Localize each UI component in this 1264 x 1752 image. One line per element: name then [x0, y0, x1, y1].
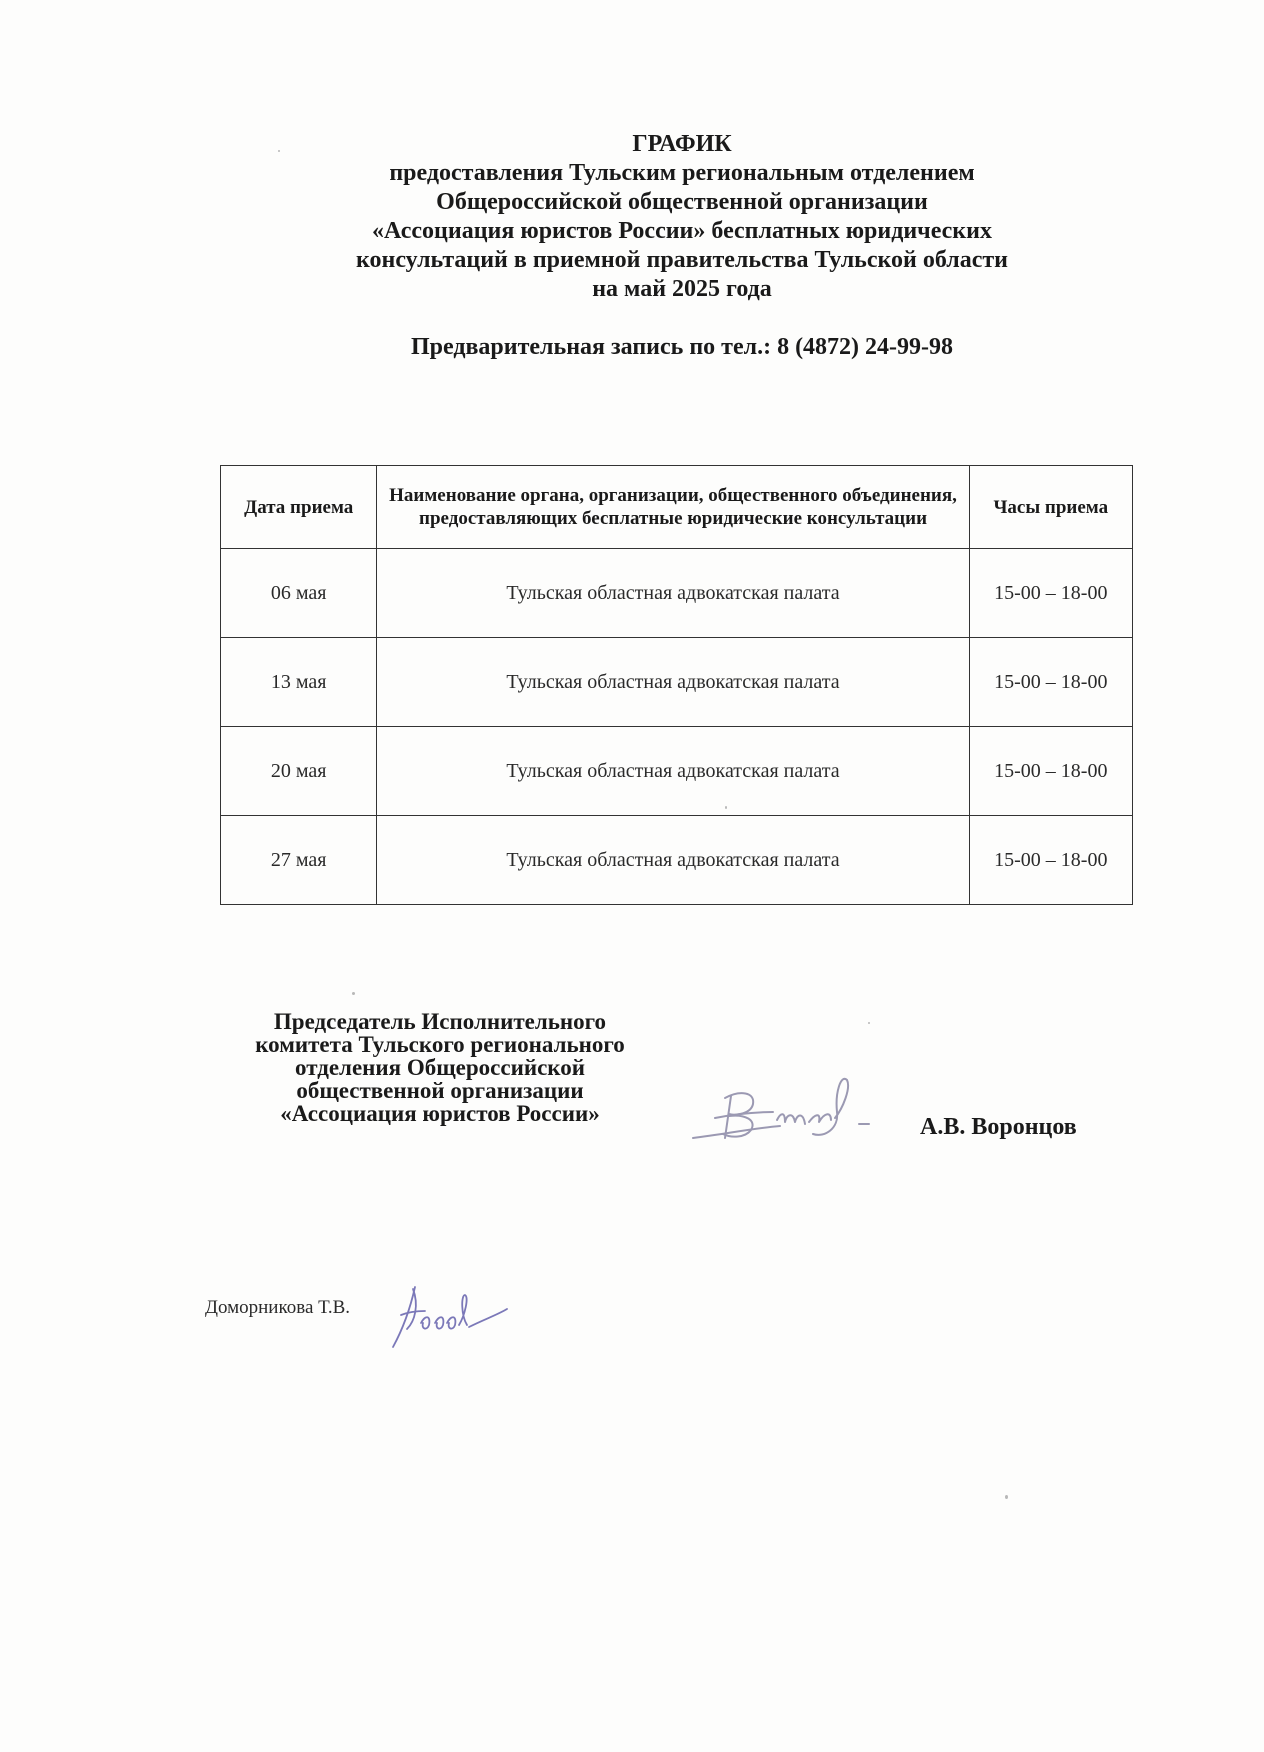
header-date: Дата приема — [221, 466, 377, 549]
subtitle-line: Общероссийской общественной организации — [436, 189, 928, 215]
executor-name: Доморникова Т.В. — [205, 1297, 351, 1318]
phone-line: Предварительная запись по тел.: 8 (4872) 24-99-98 — [410, 334, 954, 360]
position-line: отделения Общероссийской — [295, 1055, 585, 1080]
scan-speck — [868, 1022, 870, 1024]
cell-date: 06 мая — [221, 549, 377, 638]
cell-date: 13 мая — [221, 638, 377, 727]
subtitle-line: «Ассоциация юристов России» бесплатных юридических — [372, 218, 992, 244]
scan-speck — [725, 806, 727, 809]
scan-speck — [278, 150, 280, 152]
executor-signature-icon — [385, 1275, 515, 1355]
cell-organization: Тульская областная адвокатская палата — [377, 816, 969, 905]
table-row — [221, 638, 1133, 727]
table-row — [221, 727, 1133, 816]
cell-organization: Тульская областная адвокатская палата — [377, 727, 969, 816]
signatory-position — [200, 1010, 680, 1125]
scan-speck — [352, 992, 355, 995]
cell-organization: Тульская областная адвокатская палата — [377, 549, 969, 638]
table-row — [221, 549, 1133, 638]
cell-date: 27 мая — [221, 816, 377, 905]
position-line: «Ассоциация юристов России» — [280, 1101, 600, 1126]
cell-hours: 15-00 – 18-00 — [969, 638, 1132, 727]
chairman-signature-icon — [685, 1068, 905, 1158]
table-row — [221, 816, 1133, 905]
cell-organization: Тульская областная адвокатская палата — [377, 638, 969, 727]
cell-hours: 15-00 – 18-00 — [969, 816, 1132, 905]
position-line: комитета Тульского регионального — [255, 1032, 625, 1057]
header-hours: Часы приема — [969, 466, 1132, 549]
subtitle-line: на май 2025 года — [592, 276, 772, 302]
signatory-name: А.В. Воронцов — [920, 1114, 1077, 1140]
schedule-table — [220, 465, 1133, 905]
cell-hours: 15-00 – 18-00 — [969, 549, 1132, 638]
position-line: Председатель Исполнительного — [273, 1009, 607, 1034]
cell-date: 20 мая — [221, 727, 377, 816]
table-header-row — [221, 466, 1133, 549]
cell-hours: 15-00 – 18-00 — [969, 727, 1132, 816]
subtitle-line: консультаций в приемной правительства Тульской области — [356, 247, 1008, 273]
position-line: общественной организации — [296, 1078, 584, 1103]
document-header — [232, 130, 1132, 362]
scan-speck — [1005, 1495, 1008, 1499]
subtitle-line: предоставления Тульским региональным отделением — [389, 160, 975, 186]
document-title: ГРАФИК — [632, 131, 732, 157]
header-organization: Наименование органа, организации, общественного объединения, предоставляющих бесплатные юридические консультации — [377, 466, 969, 549]
